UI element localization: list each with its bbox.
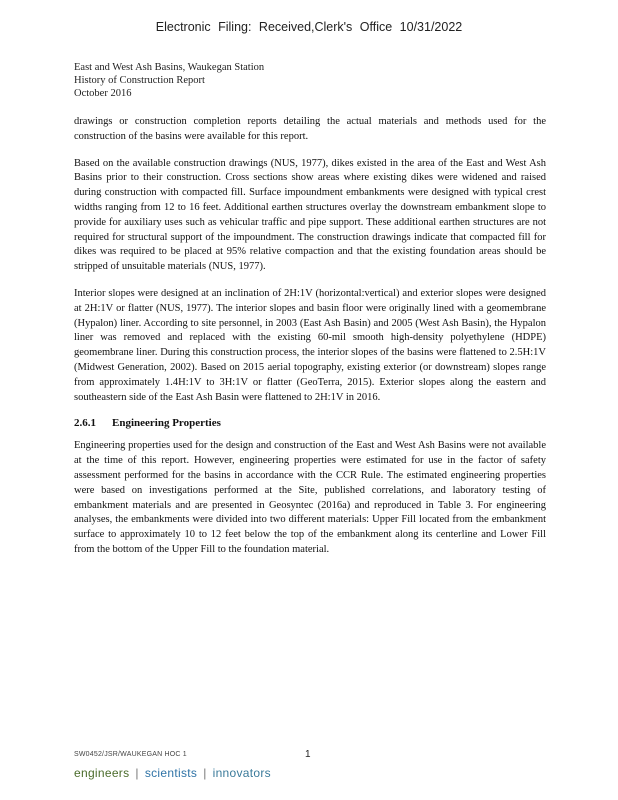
section-title: Engineering Properties bbox=[112, 417, 221, 430]
tagline-engineers: engineers bbox=[74, 766, 130, 780]
paragraph-slopes: Interior slopes were designed at an inclination of 2H:1V (horizontal:vertical) and exterior slopes were designed at 2H:1V or flatter (NUS, 1977). The interior slopes and basin floor were originally lined with a geomembrane (Hypalon) liner. According to site personnel, in 2003 (East Ash Basin) and 2005 (West Ash Basin), the Hypalon liner was removed and replaced with the existing 60-mil smooth high-density polyethylene (HDPE) geomembrane liner. During this construction process, the interior slopes of the basins were flattened to 2.5H:1V (Midwest Generation, 2002). Based on 2015 aerial topography, existing exterior (or downstream) slopes range from approximately 1.4H:1V to 3H:1V or flatter (GeoTerra, 2015). Exterior slopes along the eastern and southeastern side of the East Ash Basin were flattened to 2H:1V in 2016. bbox=[74, 287, 546, 403]
section-number: 2.6.1 bbox=[74, 417, 96, 430]
running-header bbox=[74, 61, 264, 100]
header-date: October 2016 bbox=[74, 88, 132, 99]
paragraph-continuation: drawings or construction completion reports detailing the actual materials and methods used for the construction of the basins were available for this report. bbox=[74, 116, 546, 142]
footer-document-code: SW0452/JSR/WAUKEGAN HOC 1 bbox=[74, 751, 187, 758]
tagline-separator: | bbox=[135, 766, 139, 780]
paragraph-dikes: Based on the available construction drawings (NUS, 1977), dikes existed in the area of the East and West Ash Basins prior to their construction. Cross sections show areas where existing dikes were widened and raised during construction with compacted fill. Surface impoundment embankments were designed with typical crest widths ranging from 12 to 16 feet. Additional earthen structures overlay the downstream embankment slope to provide for auxiliary uses such as vehicular traffic and pipe support. These additional earthen structures are not required for structural support of the impoundment. The construction drawings indicate that compacted fill for dikes was required to be placed at 95% relative compaction and that the existing foundation areas should be stripped of unsuitable materials (NUS, 1977). bbox=[74, 157, 546, 273]
document-body bbox=[74, 115, 546, 570]
company-tagline bbox=[74, 766, 271, 780]
tagline-separator: | bbox=[203, 766, 207, 780]
page-number: 1 bbox=[305, 749, 311, 760]
tagline-scientists: scientists bbox=[144, 766, 198, 780]
paragraph-engineering-properties: Engineering properties used for the design and construction of the East and West Ash Basins were not available at the time of this report. However, engineering properties were estimated for use in the factor of safety assessment performed for the basins in accordance with the CCR Rule. The estimated engineering properties were based on investigations performed at the Site, published correlations, and laboratory testing of embankment materials and are presented in Geosyntec (2016a) and reproduced in Table 3. For engineering analyses, the embankments were divided into two different materials: Upper Fill located from the embankment surface to approximately 10 to 12 feet below the top of the embankment along its centerline and Lower Fill from the bottom of the Upper Fill to the foundation material. bbox=[74, 440, 546, 555]
section-heading bbox=[74, 417, 546, 429]
filing-stamp: Electronic Filing: Received,Clerk's Office 10/31/2022 bbox=[155, 20, 463, 34]
header-report-title: History of Construction Report bbox=[74, 75, 205, 86]
tagline-innovators: innovators bbox=[212, 766, 271, 780]
header-project: East and West Ash Basins, Waukegan Station bbox=[74, 62, 265, 73]
